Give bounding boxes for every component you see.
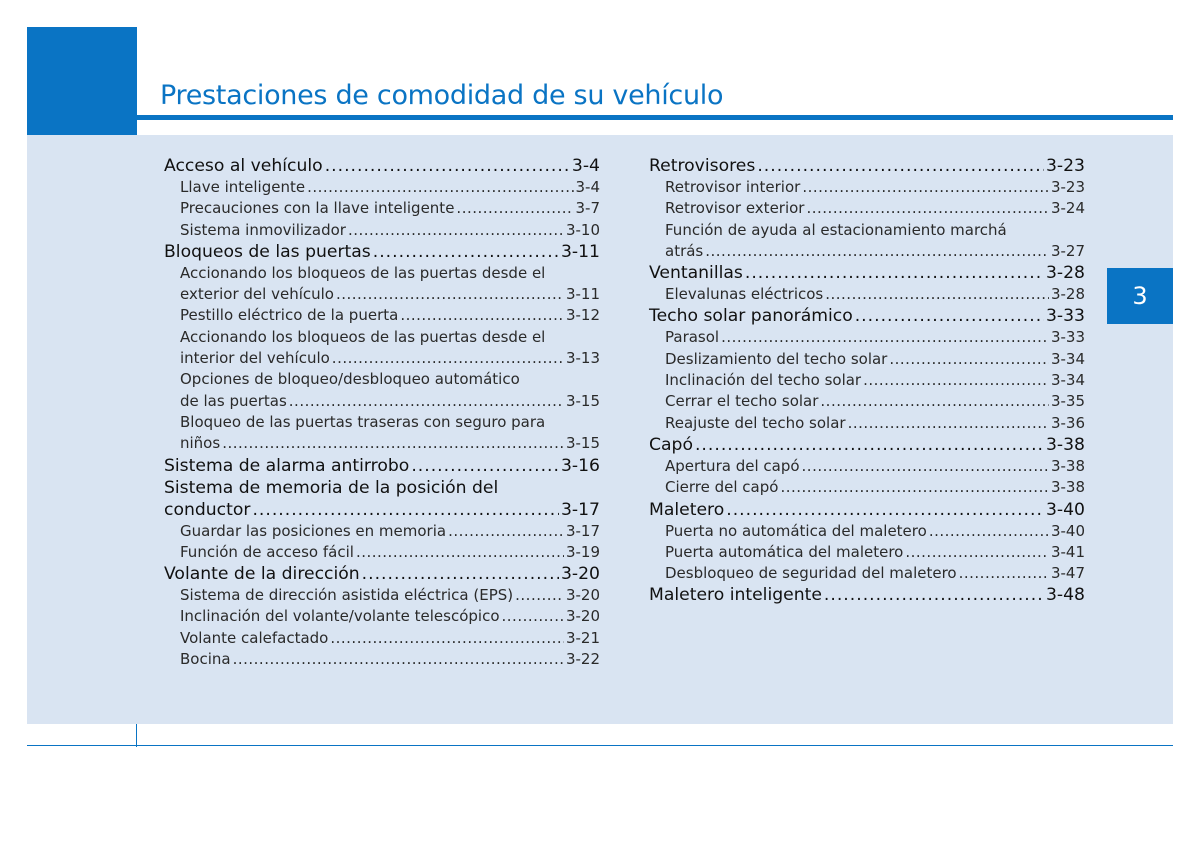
dot-leader xyxy=(233,649,564,670)
toc-entry-title: Deslizamiento del techo solar xyxy=(665,349,888,368)
page-number: 3-34 xyxy=(1050,349,1085,368)
dot-leader xyxy=(863,370,1049,391)
dot-leader xyxy=(307,177,573,198)
dot-leader xyxy=(757,155,1044,177)
toc-entry-title: Sistema inmovilizador xyxy=(180,220,346,239)
toc-subentry[interactable] xyxy=(164,606,600,627)
toc-entry-title-continued: interior del vehículo xyxy=(180,349,330,368)
toc-subentry[interactable] xyxy=(164,327,600,348)
toc-entry[interactable] xyxy=(649,262,1085,284)
dot-leader xyxy=(222,433,564,454)
toc-subentry[interactable] xyxy=(164,177,600,198)
toc-left-column xyxy=(164,155,600,670)
toc-entry[interactable] xyxy=(649,499,1085,521)
toc-entry-title: Bocina xyxy=(180,650,231,669)
dot-leader xyxy=(745,262,1044,284)
toc-subentry-continued[interactable] xyxy=(164,391,600,412)
dot-leader xyxy=(356,542,564,563)
dot-leader xyxy=(695,434,1044,456)
dot-leader xyxy=(726,499,1044,521)
page-number: 3-40 xyxy=(1045,499,1085,520)
toc-entry[interactable] xyxy=(649,305,1085,327)
toc-subentry-continued[interactable] xyxy=(164,433,600,454)
page-number: 3-38 xyxy=(1050,456,1085,475)
page-number: 3-17 xyxy=(560,499,600,520)
dot-leader xyxy=(336,284,564,305)
page-number: 3-27 xyxy=(1050,241,1085,260)
dot-leader xyxy=(820,391,1049,412)
page-number: 3-35 xyxy=(1050,392,1085,411)
page-number: 3-16 xyxy=(560,455,600,476)
dot-leader xyxy=(802,456,1049,477)
page-number: 3-21 xyxy=(565,628,600,647)
dot-leader xyxy=(806,198,1048,219)
toc-entry-title: Inclinación del volante/volante telescópico xyxy=(180,607,500,626)
toc-entry[interactable] xyxy=(649,584,1085,606)
toc-subentry[interactable] xyxy=(164,220,600,241)
toc-entry[interactable] xyxy=(649,155,1085,177)
page-number: 3-23 xyxy=(1045,156,1085,176)
toc-entry-title: Sistema de alarma antirrobo xyxy=(164,455,410,476)
page-number: 3-28 xyxy=(1050,285,1085,304)
toc-subentry-continued[interactable] xyxy=(649,241,1085,262)
toc-entry-continued[interactable] xyxy=(164,499,600,521)
toc-entry-title: Guardar las posiciones en memoria xyxy=(180,521,447,540)
toc-entry-title: Opciones de bloqueo/desbloqueo automático xyxy=(180,370,520,389)
corner-block xyxy=(27,27,137,135)
toc-entry-title-continued: de las puertas xyxy=(180,391,287,410)
toc-entry-title: Sistema de dirección asistida eléctrica (EPS) xyxy=(180,586,514,605)
toc-subentry[interactable] xyxy=(649,413,1085,434)
dot-leader xyxy=(373,241,559,263)
toc-entry-title: Inclinación del techo solar xyxy=(665,371,862,390)
toc-subentry[interactable] xyxy=(649,391,1085,412)
toc-subentry[interactable] xyxy=(649,198,1085,219)
toc-entry-title: Accionando los bloqueos de las puertas desde el xyxy=(180,327,546,346)
dot-leader xyxy=(502,606,564,627)
toc-entry-title: Techo solar panorámico xyxy=(649,306,853,327)
toc-entry[interactable] xyxy=(164,241,600,263)
page-number: 3-36 xyxy=(1050,413,1085,432)
dot-leader xyxy=(411,455,559,477)
toc-entry-title: Volante calefactado xyxy=(180,628,329,647)
toc-subentry[interactable] xyxy=(649,177,1085,198)
page-number: 3-38 xyxy=(1045,434,1085,455)
dot-leader xyxy=(802,177,1049,198)
page-number: 3-7 xyxy=(575,199,600,218)
toc-entry-title-continued: atrás xyxy=(665,241,704,260)
dot-leader xyxy=(780,477,1049,498)
dot-leader xyxy=(348,220,564,241)
toc-entry-title: Maletero inteligente xyxy=(649,585,822,606)
toc-subentry[interactable] xyxy=(164,198,600,219)
page-number: 3-20 xyxy=(565,586,600,605)
dot-leader xyxy=(721,327,1049,348)
dot-leader xyxy=(362,563,559,585)
page-number: 3-28 xyxy=(1045,263,1085,284)
toc-entry-title: Retrovisores xyxy=(649,156,756,176)
toc-subentry[interactable] xyxy=(164,649,600,670)
toc-subentry[interactable] xyxy=(164,542,600,563)
toc-subentry[interactable] xyxy=(649,456,1085,477)
toc-subentry[interactable] xyxy=(649,521,1085,542)
toc-entry-title-continued: niños xyxy=(180,434,221,453)
toc-subentry-continued[interactable] xyxy=(164,348,600,369)
toc-entry-title: Maletero xyxy=(649,499,725,520)
page-number: 3-15 xyxy=(565,391,600,410)
toc-entry-title: Reajuste del techo solar xyxy=(665,413,846,432)
dot-leader xyxy=(959,563,1049,584)
page-number: 3-34 xyxy=(1050,371,1085,390)
toc-entry-title: Elevalunas eléctricos xyxy=(665,285,824,304)
page-number: 3-33 xyxy=(1050,328,1085,347)
toc-subentry[interactable] xyxy=(164,369,600,390)
toc-subentry[interactable] xyxy=(649,477,1085,498)
dot-leader xyxy=(448,521,564,542)
toc-right-column xyxy=(649,155,1085,606)
page-number: 3-47 xyxy=(1050,564,1085,583)
toc-subentry[interactable] xyxy=(649,284,1085,305)
toc-entry[interactable] xyxy=(164,155,600,177)
toc-entry-title: Cerrar el techo solar xyxy=(665,392,819,411)
page-number: 3-23 xyxy=(1050,178,1085,196)
dot-leader xyxy=(325,155,570,177)
dot-leader xyxy=(705,241,1049,262)
dot-leader xyxy=(848,413,1049,434)
toc-subentry[interactable] xyxy=(164,521,600,542)
dot-leader xyxy=(855,305,1044,327)
page-number: 3-11 xyxy=(560,241,600,262)
toc-entry-title: Puerta automática del maletero xyxy=(665,542,904,561)
toc-subentry[interactable] xyxy=(164,263,600,284)
toc-entry-title-continued: exterior del vehículo xyxy=(180,285,334,304)
page-number: 3-24 xyxy=(1050,199,1085,218)
page-number: 3-48 xyxy=(1045,585,1085,606)
dot-leader xyxy=(825,284,1049,305)
dot-leader xyxy=(456,198,573,219)
page-number: 3-11 xyxy=(565,285,600,304)
toc-subentry[interactable] xyxy=(649,370,1085,391)
toc-entry[interactable] xyxy=(164,477,600,499)
page-number: 3-20 xyxy=(560,564,600,585)
toc-entry-title: Retrovisor interior xyxy=(665,178,801,196)
toc-entry-title: Parasol xyxy=(665,328,720,347)
toc-entry-title: Cierre del capó xyxy=(665,478,779,497)
toc-subentry[interactable] xyxy=(164,305,600,326)
toc-entry-title: Retrovisor exterior xyxy=(665,199,805,218)
toc-entry-title: Pestillo eléctrico de la puerta xyxy=(180,306,399,325)
page-number: 3-10 xyxy=(565,220,600,239)
toc-subentry[interactable] xyxy=(649,563,1085,584)
page-number: 3-20 xyxy=(565,607,600,626)
toc-entry-title: Función de ayuda al estacionamiento marchá xyxy=(665,220,1007,239)
toc-subentry[interactable] xyxy=(164,628,600,649)
chapter-tab[interactable]: 3 xyxy=(1107,268,1173,324)
toc-entry[interactable] xyxy=(164,455,600,477)
page-number: 3-12 xyxy=(565,306,600,325)
dot-leader xyxy=(515,585,564,606)
page-number: 3-33 xyxy=(1045,306,1085,327)
toc-entry-title: Bloqueo de las puertas traseras con seguro para xyxy=(180,412,546,431)
toc-entry-title: Desbloqueo de seguridad del maletero xyxy=(665,564,957,583)
dot-leader xyxy=(905,542,1049,563)
page-title: Prestaciones de comodidad de su vehículo xyxy=(160,80,724,111)
toc-entry-title: Ventanillas xyxy=(649,263,743,284)
toc-entry-title: Función de acceso fácil xyxy=(180,542,354,561)
toc-entry-title: Bloqueos de las puertas xyxy=(164,241,371,262)
page-number: 3-4 xyxy=(575,178,600,196)
title-rule xyxy=(136,115,1173,120)
page-number: 3-40 xyxy=(1050,521,1085,540)
toc-entry-title: Puerta no automática del maletero xyxy=(665,521,927,540)
page-number: 3-22 xyxy=(565,650,600,669)
toc-entry[interactable] xyxy=(164,563,600,585)
toc-entry-title: Apertura del capó xyxy=(665,456,800,475)
toc-entry-title-continued: conductor xyxy=(164,499,251,520)
toc-subentry[interactable] xyxy=(649,542,1085,563)
toc-entry-title: Volante de la dirección xyxy=(164,564,360,585)
dot-leader xyxy=(929,521,1049,542)
toc-subentry-continued[interactable] xyxy=(164,284,600,305)
toc-entry-title: Sistema de memoria de la posición del xyxy=(164,477,499,498)
dot-leader xyxy=(289,391,564,412)
toc-subentry[interactable] xyxy=(649,349,1085,370)
dot-leader xyxy=(332,348,564,369)
page-number: 3-41 xyxy=(1050,542,1085,561)
toc-subentry[interactable] xyxy=(649,220,1085,241)
dot-leader xyxy=(330,628,564,649)
toc-entry-title: Llave inteligente xyxy=(180,178,306,196)
toc-entry-title: Accionando los bloqueos de las puertas desde el xyxy=(180,263,546,282)
dot-leader xyxy=(824,584,1044,606)
page-number: 3-19 xyxy=(565,542,600,561)
dot-leader xyxy=(252,499,559,521)
toc-subentry[interactable] xyxy=(164,412,600,433)
page-number: 3-13 xyxy=(565,349,600,368)
page-number: 3-15 xyxy=(565,434,600,453)
page-number: 3-38 xyxy=(1050,478,1085,497)
toc-subentry[interactable] xyxy=(649,327,1085,348)
dot-leader xyxy=(400,305,564,326)
toc-entry-title: Precauciones con la llave inteligente xyxy=(180,199,455,218)
page-number: 3-17 xyxy=(565,521,600,540)
toc-entry-title: Acceso al vehículo xyxy=(164,156,323,176)
dot-leader xyxy=(889,349,1049,370)
page-number: 3-4 xyxy=(571,156,600,176)
toc-entry[interactable] xyxy=(649,434,1085,456)
toc-entry-title: Capó xyxy=(649,434,693,455)
toc-subentry[interactable] xyxy=(164,585,600,606)
bottom-rule xyxy=(27,745,1173,746)
